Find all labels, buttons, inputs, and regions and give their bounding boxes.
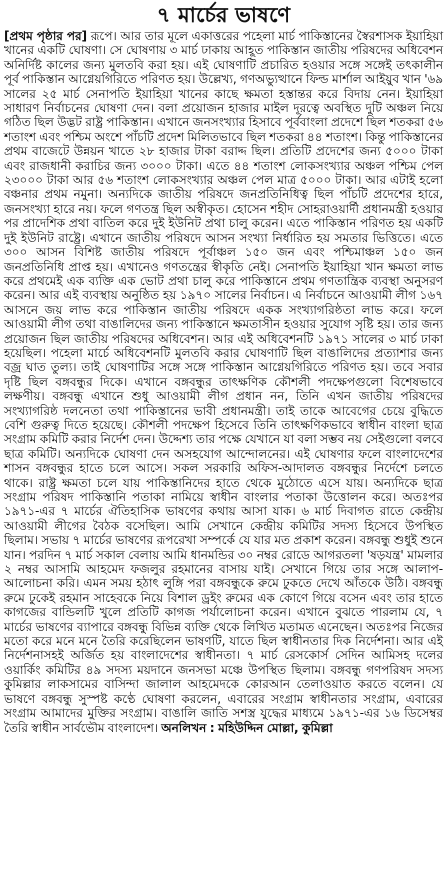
author-credit: অনলিখন : মহিউদ্দিন মোল্লা, কুমিল্লা	[161, 720, 333, 735]
article-body-text: রূপে। আর তার মূলে একাত্তরের পহেলা মার্চ পাকিস্তানের স্বৈরশাসক ইয়াহিয়া খানের একটি ঘোষণা। সে ঘোষণায় ৩ মার্চ ঢাকায় আহূত পাকিস্তান জাতীয় পরিষদের অধিবেশন অনির্দিষ্ট কালের জন্য মুলতবি করা হয়। এই ঘোষণাটি প্রচারিত হওয়ার সঙ্গে সঙ্গেই তৎকালীন পূর্ব পাকিস্তান আগ্নেয়গিরিতে পরিণত হয়। উল্লেখ্য, গণঅভ্যুত্থানে ফিল্ড মার্শাল আইয়ুব খান '৬৯ সালের ২৫ মার্চ সেনাপতি ইয়াহিয়া খানের কাছে ক্ষমতা হস্তান্তর করে বিদায় নেন। ইয়াহিয়া সাধারণ নির্বাচনের ঘোষণা দেন। বলা প্রয়োজন হাজার মাইল দূরত্বে অবস্থিত দুটি অঞ্চল নিয়ে গঠিত ছিল উদ্ভট রাষ্ট্র পাকিস্তান। এখানে জনসংখ্যার হিসাবে পূর্ববাংলা প্রদেশে ছিল শতকরা ৫৬ শতাংশ এবং পশ্চিম অংশে পাঁচটি প্রদেশ মিলিতভাবে ছিল শতকরা ৪৪ শতাংশ। কিন্তু পাকিস্তানের প্রথম বাজেটে উন্নয়ন খাতে ২৮ হাজার টাকা বরাদ্দ ছিল। প্রতিটি প্রদেশের জন্য ৫০০০ টাকা এবং রাজধানী করাচির জন্য ৩০০০ টাকা। এতে ৪৪ শতাংশ লোকসংখ্যার অঞ্চল পশ্চিম পেল ২৩০০০ টাকা আর ৫৬ শতাংশ লোকসংখ্যার অঞ্চল পেল মাত্র ৫০০০ টাকা। আর এটাই হলো বঞ্চনার প্রথম নমুনা। অন্যদিকে জাতীয় পরিষদে জনপ্রতিনিধিত্ব ছিল পাঁচটি প্রদেশের হারে, জনসংখ্যা হারে নয়। ফলে গণতন্ত্র ছিল অস্বীকৃত। হোসেন শহীদ সোহরাওয়ার্দী প্রধানমন্ত্রী হওয়ার পর প্রাদেশিক প্রথা বাতিল করে দুই ইউনিট প্রথা চালু করেন। এতে পাকিস্তান পরিণত হয় এক‌টি দুই ইউনিট রাষ্ট্রে। এখানে জাতীয় পরিষদে আসন সংখ্যা নির্ধারিত হয় সমতার ভিত্তিতে। এতে ৩০০ আসন বিশিষ্ট জাতীয় পরিষদে পূর্বাঞ্চল ১৫০ জন এবং পশ্চিমাঞ্চল ১৫০ জন জনপ্রতিনিধি প্রাপ্ত হয়। এখানেও গণতন্ত্রের স্বীকৃতি নেই। সেনাপতি ইয়াহিয়া খান ক্ষমতা লাভ করে প্রথমেই এক ব্যক্তি এক ভোট প্রথা চালু করে পাকিস্তানে প্রথম গণতান্ত্রিক ব্যবস্থা অনুসরণ করেন। আর এই ব্যবস্থায় অনুষ্ঠিত হয় ১৯৭০ সালের নির্বাচন। এ নির্বাচনে আওয়ামী লীগ ১৬৭ আসনে জয় লাভ করে পাকিস্তান জাতীয় পরিষদে একক সংখ্যাগরিষ্ঠতা লাভ করে। ফলে আওয়ামী লীগ তথা বাঙালিদের জন্য পাকিস্তানে ক্ষমতাসীন হওয়ার সুযোগ সৃষ্টি হয়। তার জন্য প্রয়োজন ছিল জাতীয় পরিষদের অধিবেশন। আর এই অধিবেশনটি ১৯৭১ সালের ৩ মার্চ ঢাকা হয়েছিল। পহেলা মার্চে অধিবেশনটি মুলতবি করার ঘোষণাটি ছিল বাঙালিদের প্রত্যাশার জন্য বজ্র ঘাত তুল্য। তাই ঘোষণাটির সঙ্গে সঙ্গে পাকিস্তান আগ্নেয়গিরিতে পরিণত হয়। তবে সবার দৃষ্টি ছিল বঙ্গবন্ধুর দিকে। এখানে বঙ্গবন্ধুর তাৎক্ষণিক কৌশলী পদক্ষেপগুলো বিশেষভাবে লক্ষণীয়। বঙ্গবন্ধু এখানে শুধু আওয়ামী লীগ প্রধান নন, তিনি এখন জাতীয় পরিষদের সংখ্যাগরিষ্ঠ দলনেতা তথা পাকিস্তানের ভাবী প্রধানমন্ত্রী। তাই তাকে আবেগের চেয়ে বুদ্ধিতে বেশি গুরুত্ব দিতে হয়েছে। কৌশলী পদক্ষেপ হিসেবে তিনি তাৎক্ষণিকভাবে স্বাধীন বাংলা ছাত্র সংগ্রাম কমিটি করার নির্দেশ দেন। উদ্দেশ্য তার পক্ষে যেখানে যা বলা সম্ভব নয় সেইগুলো বলবে ছাত্র কমিটি। অন্যদিকে ঘোষণা দেন অসহযোগ আন্দোলনের। এই ঘোষণার ফলে বাংলাদেশের শাসন বঙ্গবন্ধুর হাতে চলে আসে। সকল সরকারি অফিস-আদালত বঙ্গবন্ধুর নির্দেশে চলতে থাকে। রাষ্ট্র ক্ষমতা চলে যায় পাকিস্তানিদের হাতে থেকে মুঠোতে এসে যায়। অন্যদিকে ছাত্র সংগ্রাম পরিষদ পাকিস্তানি পতাকা নামিয়ে স্বাধীন বাংলার পতাকা উত্তোলন করে। অতঃপর ১৯৭১-এর ৭ মার্চের ঐতিহাসিক ভাষণের কথায় আসা যাক। ৬ মার্চ দিবাগত রাতে কেন্দ্রীয় আওয়ামী লীগের বৈঠক বসেছিল। আমি সেখানে কেন্দ্রীয় কমিটির সদস্য হিসেবে উপস্থিত ছিলাম। সভায় ৭ মার্চের ভাষণের রূপরেখা সম্পর্কে যে যার মত প্রকাশ করেন। বঙ্গবন্ধু শুধুই শুনে যান। পরদিন ৭ মার্চ সকাল বেলায় আমি ধানমন্ডির ৩০ নম্বর রোডে আগরতলা 'ষড়যন্ত্র' মামলার ২ নম্বর আসামি আহমেদ ফজলুর রহমানের বাসায় যাই। সেখানে গিয়ে তার সঙ্গে আলাপ-আলোচনা করি। এমন সময় হঠাৎ লুঙ্গি পরা বঙ্গবন্ধুকে রুমে ঢুকতে দেখে আঁতকে উঠি। বঙ্গবন্ধু রুমে ঢুকেই রহমান সাহেবকে নিয়ে বিশাল ড্রইং রুমের এক কোণে গিয়ে বসেন এবং তার হাতে কাগজের বান্ডিলটি খুলে প্রতিটি কাগজ পর্যালোচনা করেন। এখানে বুঝতে পারলাম যে, ৭ মার্চের ভাষণের ব্যাপারে বঙ্গবন্ধু বিভিন্ন ব্যক্তি থেকে লিখিত মতামত এনেছেন। অতঃপর নিজের মতো করে মনে মনে তৈরি করেছিলেন ভাষণটি, যাতে ছিল স্বাধীনতার দিক নির্দেশনা। আর এই নির্দেশনাসহই অর্জিত হয় বাংলাদেশের স্বাধীনতা। ৭ মার্চ রেসকোর্স সেদিন আমিসহ দলের ওয়ার্কিং কমিটির ৪৯ সদস্য ময়দানে জনসভা মঞ্চে উপস্থিত ছিলাম। বঙ্গবন্ধু গণপরিষদ সদস্য কুমিল্লার লাকসামের বাসিন্দা জালাল আহমেদকে কোরআন তেলাওয়াত করতে বলেন। যে ভাষণে বঙ্গবন্ধু সুস্পষ্ট কণ্ঠে ঘোষণা করলেন, এবারের সংগ্রাম স্বাধীনতার সংগ্রাম, এবারের সংগ্রাম আমাদের মুক্তির সংগ্রাম। বাঙালি জাতি সশস্ত্র যুদ্ধের মাধ্যমে ১৯৭১-এর ১৬ ডিসেম্বর তৈরি স্বাধীন সার্বভৌম বাংলাদেশ।	[4, 29, 443, 735]
continued-tag: [প্রথম পৃষ্ঠার পর]	[4, 29, 87, 43]
article-title: ৭ মার্চের ভাষণে	[156, 3, 291, 27]
article-body	[4, 29, 443, 735]
